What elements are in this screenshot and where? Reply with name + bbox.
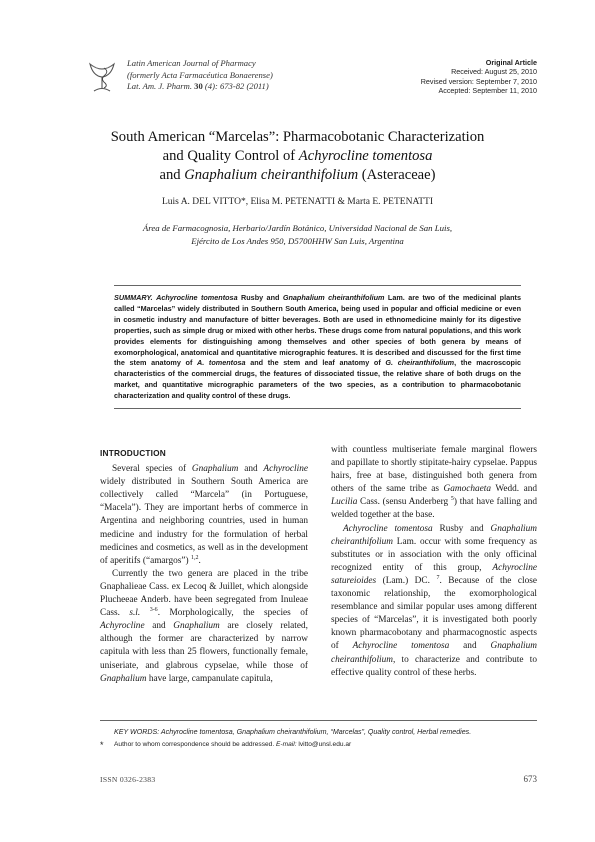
title-line-2 — [60, 147, 535, 166]
citation-journal-abbrev: Lat. Am. J. Pharm. — [127, 81, 193, 91]
genus-name: Achyrocline — [100, 621, 145, 632]
journal-former-name — [127, 70, 273, 82]
text-run: Cass. (sensu Anderberg — [357, 497, 451, 508]
text-run: Wedd. and — [491, 484, 537, 495]
footer-rule — [100, 720, 537, 721]
species-name: Gnaphalium cheiranthifolium — [331, 641, 537, 665]
affiliation — [60, 222, 535, 249]
summary-text-1: Rusby and — [237, 293, 283, 302]
text-run: Currently the two genera are placed in the tribe Gnaphalieae Cass. ex Lecoq & Juillet, which alongside Plucheeae Anderb. have been segregated from Inuleae Cass. — [100, 568, 308, 619]
genus-name: Gnaphalium — [100, 673, 147, 684]
journal-info — [127, 58, 273, 93]
text-run: Several species of — [112, 464, 192, 475]
correspondence-note — [100, 741, 540, 748]
journal-logo — [87, 60, 117, 94]
affiliation-line-2: Ejército de Los Andes 950, D5700HHW San Luis, Argentina — [191, 236, 404, 247]
text-run: , to characterize and contribute to effective quality control of these herbs. — [331, 654, 537, 678]
latin-term: s.l. — [129, 608, 141, 619]
text-run: are closely related, although the former are characterized by narrow capitula with less than 25 flowers, functionally female, uniseriate, and glabrous cypselae, while those of — [100, 621, 308, 671]
text-run — [140, 608, 149, 618]
summary-label: SUMMARY. — [114, 293, 153, 302]
received-date: Received: August 25, 2010 — [451, 67, 537, 77]
intro-paragraph-3 — [331, 523, 537, 680]
affiliation-line-1: Área de Farmacognosia, Herbario/Jardín Botánico, Universidad Nacional de San Luis, — [142, 223, 453, 233]
authors: Luis A. DEL VITTO*, Elisa M. PETENATTI & Marta E. PETENATTI — [161, 197, 434, 207]
genus-name: Achyrocline — [263, 464, 308, 475]
summary-text-4: , the macroscopic characteristics of the commercial drugs, the features of dissociated tissue, the relative share of both drugs on the market, and quantitative micrographic parameters of the two species, as a contribution to pharmacobotanic characterization and quality control of these drugs. — [114, 358, 521, 401]
body-column-left — [100, 447, 308, 686]
summary-text-3: and the stem and leaf anatomy of — [245, 358, 386, 368]
citation-ref: 1,2 — [190, 554, 199, 561]
text-run: with countless multiseriate female marginal flowers and papillate to shortly stipitate-hairy cypselae. Pappus hairs, free at base, distinguished both genera from others of the same tribe as — [331, 445, 537, 495]
text-run: widely distributed in Southern South America are collectively called “Marcela” (in Portuguese, “Macela”). They are important herbs of commerce in Argentina and neighboring countries, used in human medicine and industry for the formulation of herbal medicines and cosmetics, as well as in the development of aperitifs (“amargos”) — [100, 477, 308, 566]
text-run: and — [238, 464, 264, 475]
article-title — [60, 128, 535, 186]
title-line-3-prefix: and — [159, 167, 185, 184]
species-name: Gnaphalium cheiranthifolium — [331, 523, 537, 547]
citation-pages: (4): 673-82 (2011) — [204, 81, 269, 91]
summary-text-2: Lam. are two of the medicinal plants called “Marcelas” widely distributed in Southern South America, being used in popular and official medicine or even in cosmetic industry and manufacture of bitter beverages. Both are used in ethnomedicine mainly for its digestive properties, such as simple drug or mixed with other herbs. These drugs come from natural populations, and this work provides elements for distinguishing among themselves and other species of both genera by means of exomorphological, anatomical and quantitative micrographic features. It is described and discussed for the first time the stem anatomy of — [114, 293, 521, 368]
text-run: Rusby and — [432, 523, 491, 534]
genus-name: Lucilia — [331, 497, 358, 508]
intro-paragraph-2-continued — [331, 444, 537, 523]
genus-name: Gnaphalium — [191, 464, 239, 475]
citation-ref: 3-6 — [149, 607, 158, 614]
summary-species-4: G. cheiranthifolium — [385, 358, 455, 368]
text-run: . Because of the close taxonomic relationship, the exomorphological resemblance and similar popular uses among different species of “Marcelas”, it is investigated both poorly known pharmacobotany and pharmacognostic aspects of — [331, 575, 537, 652]
journal-former-prefix: (formerly — [127, 69, 162, 80]
text-run: (Lam.) DC. — [376, 575, 437, 586]
summary-species-2: Gnaphalium cheiranthifolium — [282, 293, 385, 302]
summary-species-3: A. tomentosa — [197, 358, 246, 368]
email-address[interactable]: lvitto@unsl.edu.ar — [296, 741, 352, 748]
species-name: Achyrocline satureioides — [331, 562, 537, 586]
title-species-2: Gnaphalium cheiranthifolium — [184, 167, 359, 184]
species-name: Achyrocline tomentosa — [352, 641, 450, 652]
text-run: have large, campanulate capitula, — [146, 673, 273, 684]
body-column-right — [331, 444, 537, 680]
keywords-text: Achyrocline tomentosa, Gnaphalium cheiranthifolium, “Marcelas”, Quality control, Herbal remedies. — [159, 728, 472, 736]
text-run: ) that have falling and welded together at the base. — [331, 497, 537, 521]
genus-name: Gnaphalium — [173, 621, 220, 632]
article-type: Original Article — [485, 58, 537, 67]
article-dates — [421, 58, 537, 95]
journal-former-suffix: ) — [269, 69, 273, 80]
title-line-3-suffix: (Asteraceae) — [358, 167, 436, 184]
title-line-2-prefix: and Quality Control of — [162, 148, 299, 165]
text-run: and — [449, 641, 491, 652]
summary-species-1: Achyrocline tomentosa — [156, 293, 238, 302]
genus-name: Gamochaeta — [443, 484, 492, 495]
correspondence-label: Author to whom correspondence should be addressed. — [114, 741, 277, 748]
title-species-1: Achyrocline tomentosa — [298, 148, 433, 165]
revised-date: Revised version: September 7, 2010 — [420, 76, 537, 86]
text-run: Lam. occur with some frequency as substitutes or in association with the only officinal recognized entity of this group, — [331, 536, 537, 573]
summary-bottom-rule — [114, 408, 521, 409]
section-heading-introduction: INTRODUCTION — [100, 448, 167, 458]
title-line-3 — [60, 166, 535, 185]
text-run: and — [144, 621, 174, 632]
intro-paragraph-1 — [100, 463, 308, 568]
footnote-star: * — [100, 740, 104, 750]
title-line-1: South American “Marcelas”: Pharmacobotanic Characterization — [110, 129, 485, 145]
journal-former-title: Acta Farmacéutica Bonaerense — [161, 69, 270, 80]
citation-ref: 5 — [450, 496, 454, 503]
citation-ref: 7 — [436, 574, 440, 581]
summary — [114, 293, 521, 402]
keywords — [114, 728, 534, 736]
text-run: . Morphologically, the species of — [157, 608, 309, 619]
journal-citation — [127, 81, 273, 93]
page-number: 673 — [523, 774, 537, 784]
journal-name: Latin American Journal of Pharmacy — [127, 58, 256, 68]
text-run: . — [198, 555, 201, 566]
species-name: Achyrocline tomentosa — [343, 523, 433, 534]
citation-volume: 30 — [194, 81, 203, 91]
correspondence-text — [114, 741, 351, 748]
intro-paragraph-2 — [100, 568, 308, 686]
accepted-date: Accepted: September 11, 2010 — [438, 85, 537, 95]
summary-top-rule — [114, 285, 521, 286]
keywords-label: KEY WORDS: — [114, 728, 160, 736]
email-label: E-mail: — [276, 741, 297, 748]
issn: ISSN 0326-2383 — [100, 775, 156, 784]
